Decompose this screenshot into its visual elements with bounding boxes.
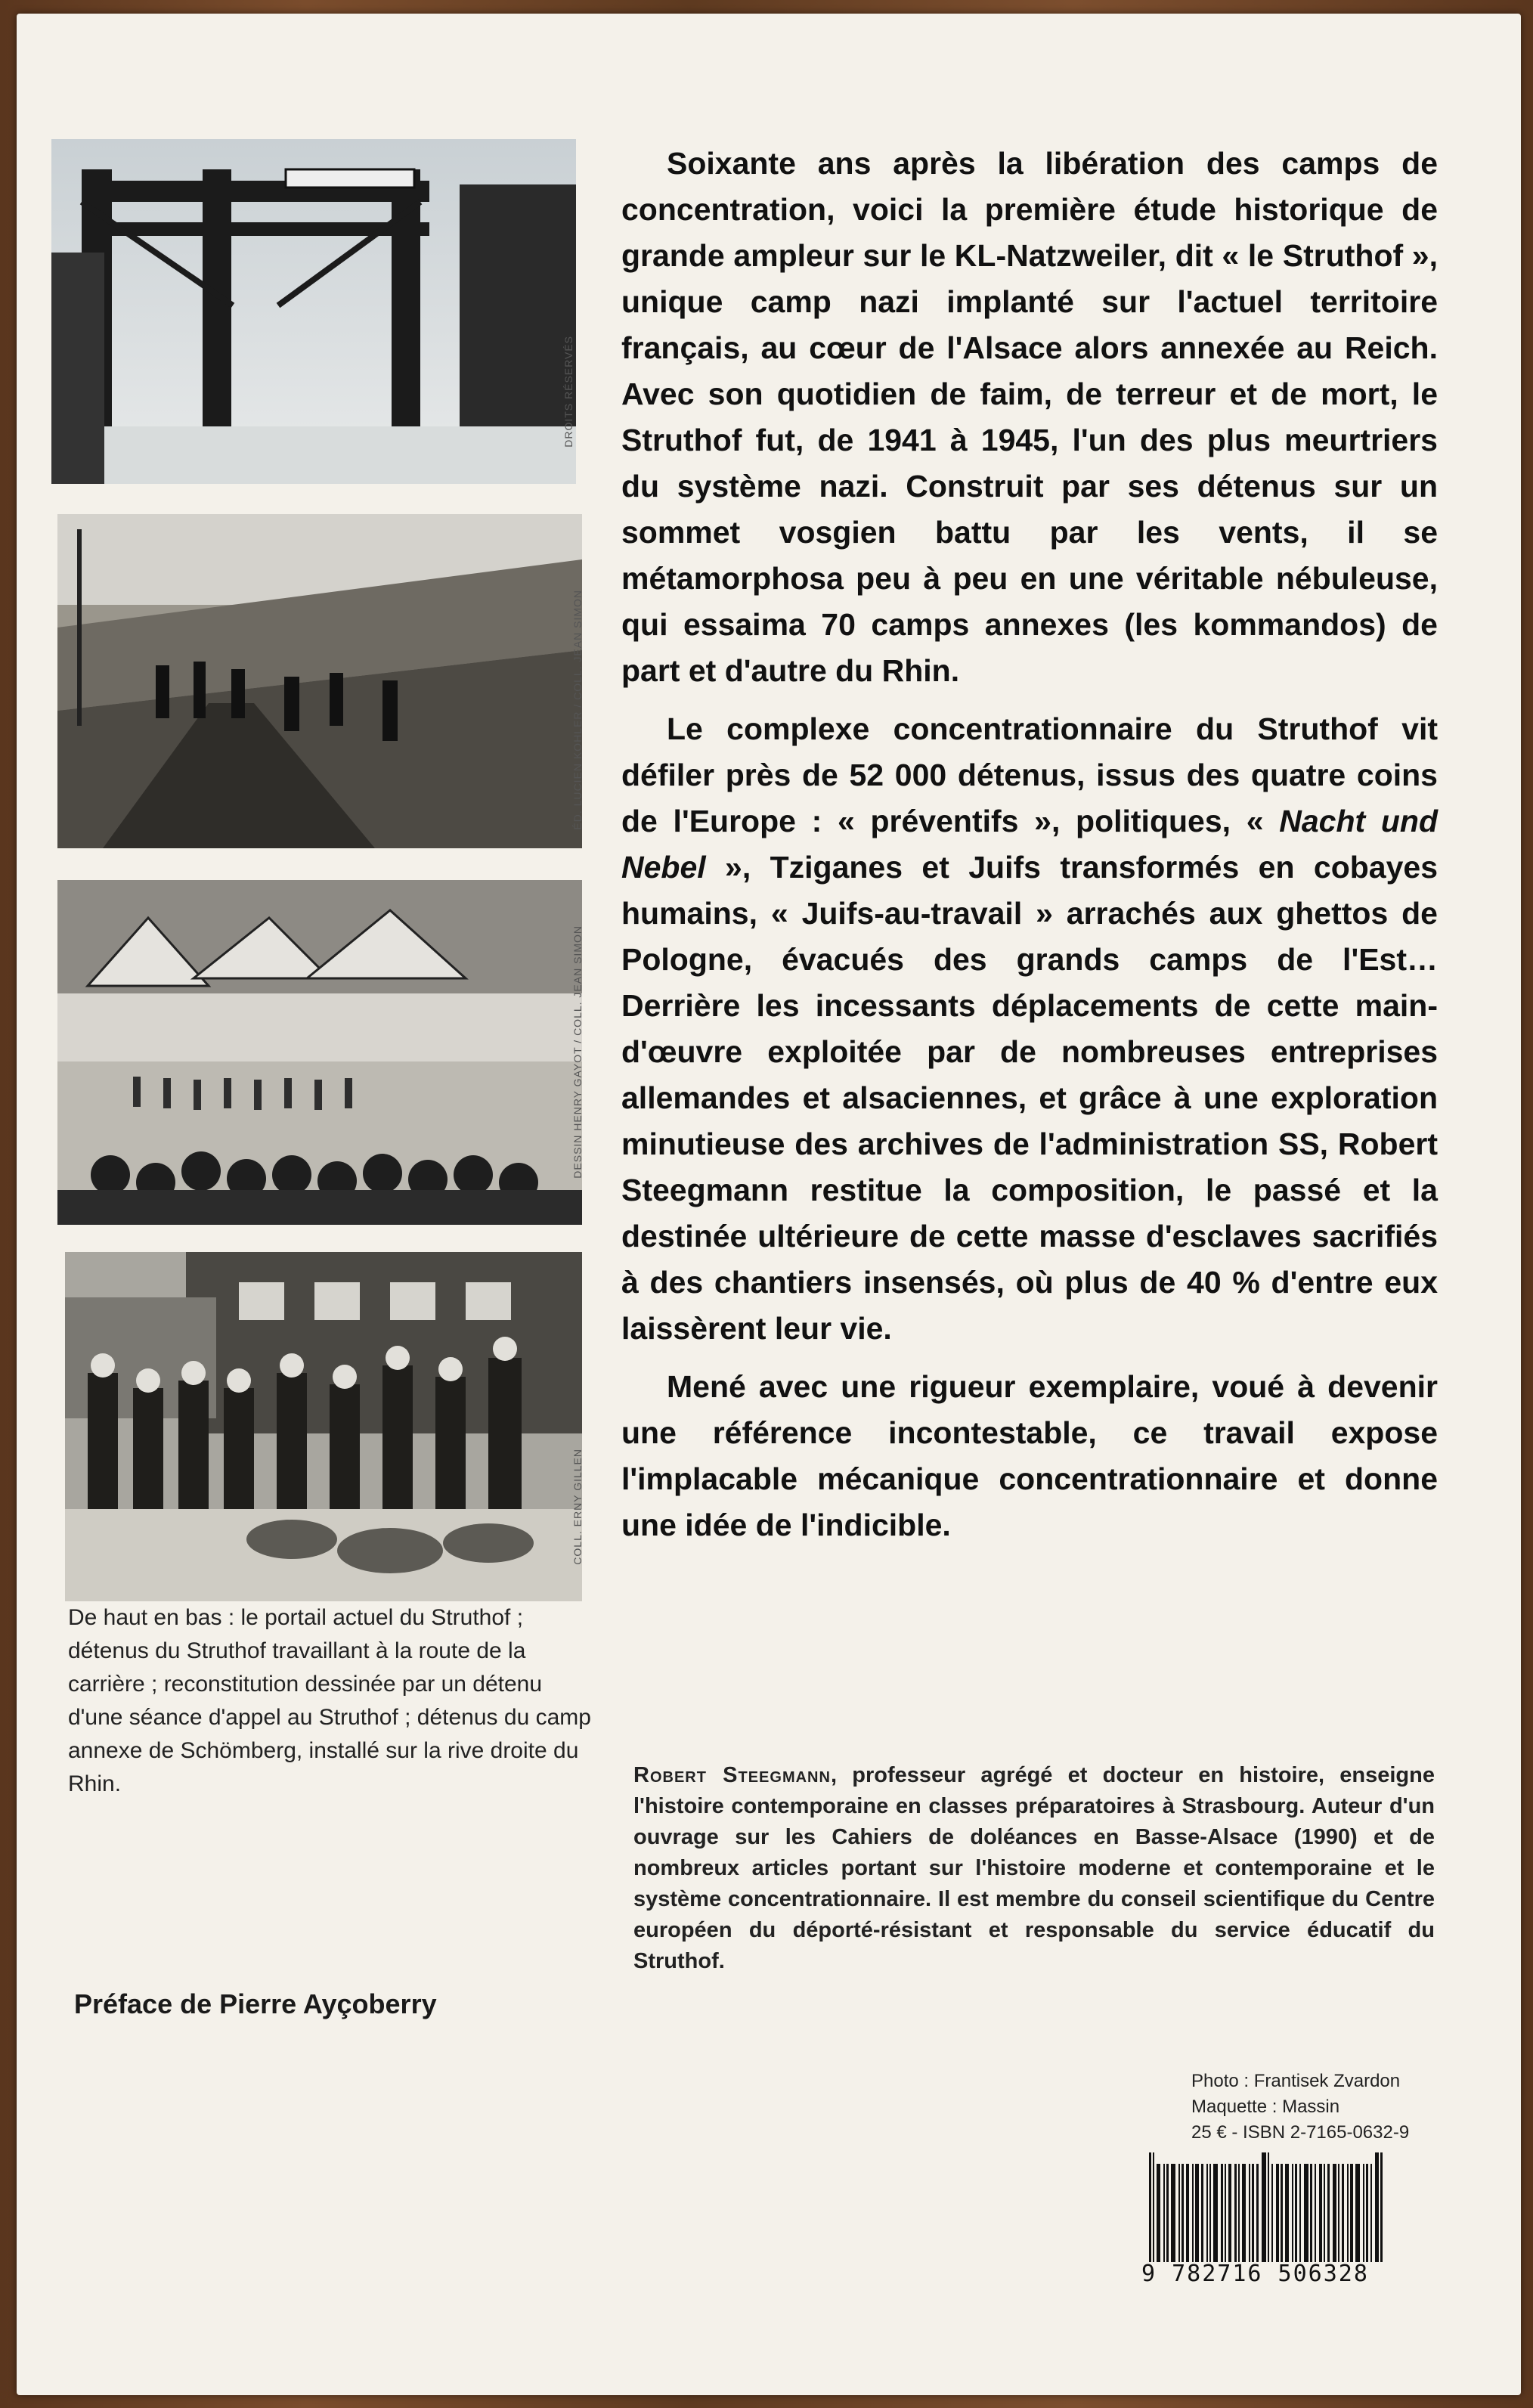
- photo-gate: [51, 139, 576, 484]
- barcode-bar: [1206, 2164, 1208, 2262]
- barcode-bar: [1350, 2164, 1353, 2262]
- photo-credit: ÉD. LUCIEN KOHLER / COLL. JEAN SIMON: [571, 590, 584, 830]
- barcode-bar: [1355, 2164, 1360, 2262]
- barcode-bar: [1324, 2164, 1325, 2262]
- barcode-bar: [1153, 2152, 1154, 2262]
- barcode-bar: [1366, 2164, 1368, 2262]
- barcode-bar: [1213, 2164, 1218, 2262]
- barcode-bar: [1295, 2164, 1297, 2262]
- barcode-bar: [1249, 2164, 1250, 2262]
- colophon: [1191, 2069, 1463, 2146]
- photo-credit: DESSIN HENRY GAYOT / COLL. JEAN SIMON: [571, 925, 584, 1179]
- barcode-bar: [1238, 2164, 1240, 2262]
- photo-credit-line: Photo : Frantisek Zvardon: [1191, 2071, 1401, 2091]
- barcode-bar: [1310, 2164, 1312, 2262]
- barcode-bar: [1327, 2164, 1330, 2262]
- barcode-bar: [1342, 2164, 1344, 2262]
- barcode-bar: [1347, 2164, 1349, 2262]
- barcode-bar: [1304, 2164, 1308, 2262]
- photo-credit: DROITS RÉSERVÉS: [562, 336, 574, 448]
- blurb: [621, 141, 1438, 1560]
- barcode-bar: [1181, 2164, 1184, 2262]
- barcode-bar: [1276, 2164, 1279, 2262]
- barcode-bar: [1281, 2164, 1283, 2262]
- barcode-bar: [1315, 2164, 1316, 2262]
- photo-credit: COLL. ERNY GILLEN: [571, 1449, 584, 1565]
- preface-credit: Préface de Pierre Ayçoberry: [74, 1988, 437, 2019]
- barcode-bar: [1256, 2164, 1259, 2262]
- barcode-bar: [1262, 2152, 1266, 2262]
- barcode-bar: [1319, 2164, 1322, 2262]
- barcode-bar: [1171, 2164, 1175, 2262]
- barcode-bar: [1292, 2164, 1293, 2262]
- barcode-bar: [1333, 2164, 1336, 2262]
- barcode-bar: [1195, 2164, 1199, 2262]
- blurb-paragraph-2: Le complexe concentrationnaire du Struthof vit défiler près de 52 000 détenus, issus des quatre coins de l'Europe : « préventifs », politiques, « Nacht und Nebel », Tziganes et Juifs transformés en cobayes humains, « Juifs-au-travail » arrachés aux ghettos de Pologne, évacués des grands camps de l'Est… Derrière les incessants déplacements de cette main-d'œuvre exploitée par de nombreuses entreprises allemandes et alsaciennes, et grâce à une exploration minutieuse des archives de l'administration SS, Robert Steegmann restitue la composition, le passé et la destinée ultérieure de cette masse d'esclaves sacrifiés à des chantiers insensés, où plus de 40 % d'entre eux laissèrent leur vie.: [621, 711, 1438, 1346]
- photo-drawing-roll-call: [57, 880, 582, 1225]
- barcode-bar: [1234, 2164, 1237, 2262]
- photo-detainees-schomberg: [65, 1252, 582, 1601]
- photo-workers-road: [57, 514, 582, 848]
- photo-caption: De haut en bas : le portail actuel du Struthof ; détenus du Struthof travaillant à la route de la carrière ; reconstitution dessinée par un détenu d'une séance d'appel au Struthof ; détenus du camp annexe de Schömberg, installé sur la rive droite du Rhin.: [68, 1605, 591, 1796]
- design-credit-line: Maquette : Massin: [1191, 2097, 1340, 2117]
- barcode-bar: [1252, 2164, 1254, 2262]
- barcode-bar: [1186, 2164, 1189, 2262]
- barcode-bar: [1166, 2164, 1169, 2262]
- barcode-bar: [1271, 2164, 1273, 2262]
- barcode-bar: [1209, 2164, 1211, 2262]
- author-bio: Robert Steegmann, professeur agrégé et docteur en histoire, enseigne l'histoire contemporaine en classes préparatoires à Strasbourg. Auteur d'un ouvrage sur les Cahiers de doléances en Basse-Alsace (1990) et de nombreux articles portant sur l'histoire moderne et contemporaine et le système concentrationnaire. Il est membre du conseil scientifique du Centre européen du déporté-résistant et responsable du service éducatif du Struthof.: [633, 1763, 1435, 1973]
- barcode-bar: [1163, 2164, 1165, 2262]
- barcode-bar: [1157, 2164, 1160, 2262]
- barcode-bar: [1242, 2164, 1246, 2262]
- barcode-bar: [1178, 2164, 1180, 2262]
- isbn-barcode: [1149, 2149, 1436, 2262]
- barcode-bar: [1375, 2152, 1379, 2262]
- barcode-bar: [1225, 2164, 1226, 2262]
- barcode-bar: [1299, 2164, 1301, 2262]
- barcode-bar: [1268, 2152, 1269, 2262]
- barcode-bar: [1149, 2152, 1151, 2262]
- barcode-bar: [1370, 2164, 1372, 2262]
- barcode-bar: [1221, 2164, 1223, 2262]
- blurb-paragraph-1: Soixante ans après la libération des camps de concentration, voici la première étude historique de grande ampleur sur le KL-Natzweiler, dit « le Struthof », unique camp nazi implanté sur l'actuel territoire français, au cœur de l'Alsace alors annexée au Reich. Avec son quotidien de faim, de terreur et de mort, le Struthof fut, de 1941 à 1945, l'un des plus meurtriers du système nazi. Construit par ses détenus sur un sommet vosgien battu par les vents, il se métamorphosa peu à peu en une véritable nébuleuse, qui essaima 70 camps annexes (les kommandos) de part et d'autre du Rhin.: [621, 146, 1438, 688]
- blurb-paragraph-3: Mené avec une rigueur exemplaire, voué à devenir une référence incontestable, ce travail expose l'implacable mécanique concentrationnaire et donne une idée de l'indicible.: [621, 1369, 1438, 1542]
- barcode-bar: [1228, 2164, 1231, 2262]
- barcode-bar: [1192, 2164, 1194, 2262]
- barcode-bar: [1380, 2152, 1383, 2262]
- price-isbn-line: 25 € - ISBN 2-7165-0632-9: [1191, 2122, 1410, 2143]
- barcode-digits: 9 782716 506328: [1141, 2261, 1369, 2287]
- author-name: Robert Steegmann: [633, 1763, 831, 1787]
- barcode-bar: [1338, 2164, 1339, 2262]
- barcode-bar: [1201, 2164, 1203, 2262]
- barcode-bar: [1285, 2164, 1289, 2262]
- barcode-bar: [1363, 2164, 1364, 2262]
